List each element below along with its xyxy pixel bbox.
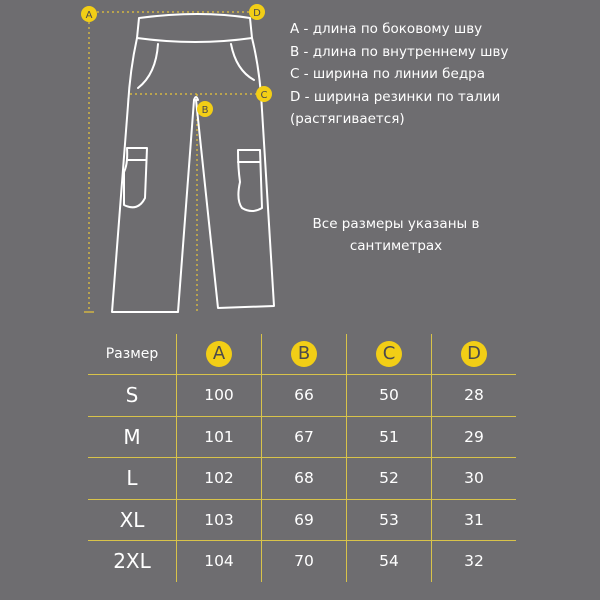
units-note-line2: сантиметрах [349,238,443,254]
right-leg [196,38,274,308]
table-row [88,541,516,582]
value-cell-c: 54 [347,541,432,582]
table-header-row [88,334,516,375]
marker-d [249,4,265,20]
waistband [137,14,252,42]
value-cell-b: 67 [262,416,347,458]
legend-item-d: D - ширина резинки по талии [290,88,501,105]
left-pocket [138,44,158,88]
value-cell-b: 69 [262,499,347,541]
value-cell-a: 102 [177,458,262,500]
table-row [88,458,516,500]
header-col-d [432,334,517,375]
value-cell-d: 30 [432,458,517,500]
header-col-a [177,334,262,375]
marker-c [256,86,272,102]
marker-b [197,101,213,117]
pants-diagram [0,0,300,320]
table-row [88,375,516,417]
legend-item-a: A - длина по боковому шву [290,21,483,37]
size-table [88,334,516,582]
size-cell: 2XL [113,549,151,574]
value-cell-c: 50 [347,375,432,417]
table-row [88,416,516,458]
legend-item-c: C - ширина по линии бедра [290,66,485,82]
value-cell-d: 29 [432,416,517,458]
svg-text:C: C [260,90,268,101]
badge-c: C [376,341,402,367]
right-cargo-pocket [238,150,262,211]
header-col-b [262,334,347,375]
svg-text:B: B [201,105,209,116]
value-cell-b: 68 [262,458,347,500]
value-cell-a: 103 [177,499,262,541]
badge-d: D [461,341,487,367]
badge-a: A [206,341,232,367]
value-cell-b: 70 [262,541,347,582]
value-cell-c: 52 [347,458,432,500]
value-cell-a: 104 [177,541,262,582]
table-row [88,499,516,541]
right-pocket [231,44,254,80]
marker-a [81,6,97,22]
value-cell-d: 31 [432,499,517,541]
value-cell-a: 101 [177,416,262,458]
header-col-c [347,334,432,375]
value-cell-b: 66 [262,375,347,417]
legend-item-b: B - длина по внутреннему шву [290,43,509,60]
value-cell-c: 51 [347,416,432,458]
value-cell-c: 53 [347,499,432,541]
legend-item-d-note: (растягивается) [290,111,405,127]
measurement-legend [290,18,590,131]
svg-text:A: A [85,10,93,21]
value-cell-a: 100 [177,375,262,417]
size-cell: XL [88,499,177,541]
units-note [286,213,506,257]
size-cell: L [88,458,177,500]
svg-text:D: D [253,8,261,19]
header-size-label: Размер [88,334,177,375]
left-cargo-pocket [124,148,147,207]
size-cell: S [88,375,177,417]
value-cell-d: 32 [432,541,517,582]
badge-b: B [291,341,317,367]
units-note-line1: Все размеры указаны в [312,216,480,232]
value-cell-d: 28 [432,375,517,417]
size-cell: M [88,416,177,458]
